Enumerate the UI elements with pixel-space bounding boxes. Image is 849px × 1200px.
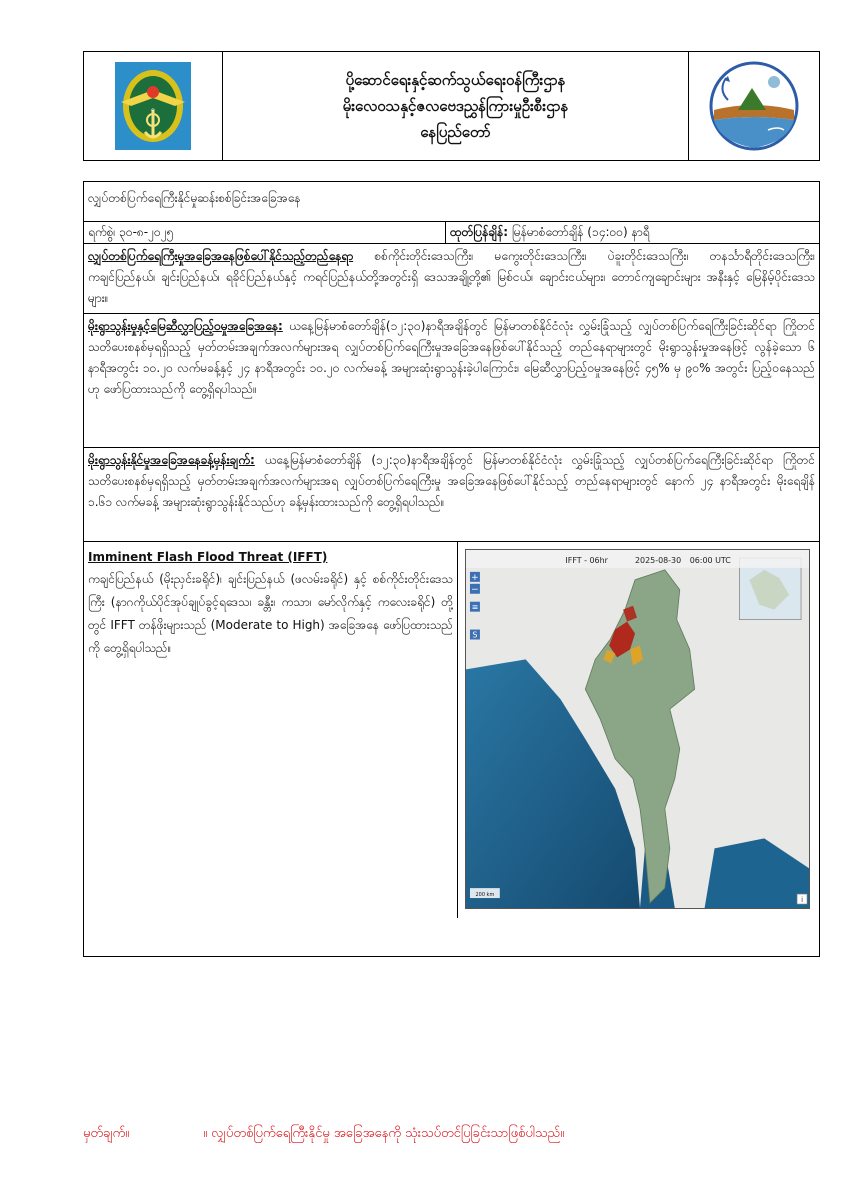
city-name: နေပြည်တော် [420, 123, 491, 141]
map-time: 06:00 UTC [689, 555, 731, 565]
issue-time-value: မြန်မာစံတော်ချိန် (၁၄:၀၀) နာရီ [508, 225, 650, 239]
department-logo-cell [688, 52, 819, 160]
section-forecast [84, 448, 819, 542]
ministry-logo-cell [84, 52, 223, 160]
issue-time-label: ထုတ်ပြန်ချိန်: [450, 225, 509, 239]
issue-time [446, 222, 819, 243]
svg-text:+: + [471, 572, 479, 583]
note-text: ။ လျှပ်တစ်ပြက်ရေကြီးနိုင်မှု အခြေအနေကို သုံးသပ်တင်ပြခြင်းသာဖြစ်ပါသည်။ [203, 1126, 565, 1141]
date-row [84, 222, 819, 244]
section-rainfall-soil [84, 314, 819, 448]
ifft-row [84, 542, 819, 918]
section-locations-text: စစ်ကိုင်းတိုင်းဒေသကြီး၊ မကွေးတိုင်းဒေသကြီး၊ ပဲခူးတိုင်းဒေသကြီး၊ တနင်္သာရီတိုင်းဒေသကြီး၊ ကချင်ပြည်နယ်၊ ချင်းပြည်နယ်၊ ရခိုင်ပြည်နယ်နှင့် ကရင်ပြည်နယ်တို့အတွင်းရှိ ဒေသအချို့တို့၏ မြစ်ငယ်၊ ချောင်းငယ်များ၊ တောင်ကျချောင်းများ အနီးနှင့် မြေနိမ့်ပိုင်းဒေသများ။ [88, 249, 815, 305]
report-table [83, 181, 820, 957]
svg-text:200 km: 200 km [475, 892, 495, 899]
ifft-text: ကချင်ပြည်နယ် (မိုးညှင်းခရိုင်)၊ ချင်းပြည်နယ် (ဖလမ်းခရိုင်) နှင့် စစ်ကိုင်းတိုင်းဒေသကြီး (နာဂကိုယ်ပိုင်အုပ်ချုပ်ခွင့်ရဒေသ၊ ခန္တီး၊ ကသာ၊ မော်လိုက်နှင့် ကလေးခရိုင်) တို့တွင် IFFT တန်ဖိုးများသည် (Moderate to High) အခြေအနေ ဖော်ပြထားသည်ကို တွေ့ရှိရပါသည်။ [88, 572, 453, 655]
svg-text:S: S [472, 630, 478, 640]
ifft-description [84, 542, 458, 918]
svg-text:i: i [801, 896, 804, 905]
ifft-heading: Imminent Flash Flood Threat (IFFT) [88, 550, 328, 564]
svg-text:≡: ≡ [471, 602, 479, 612]
section-rainfall-text: ယနေ့မြန်မာစံတော်ချိန်(၁၂:၃၀)နာရီအချိန်တွင် မြန်မာတစ်နိုင်ငံလုံး လွှမ်းခြုံသည့် လျှပ်တစ်ပြက်ရေကြီးခြင်းဆိုင်ရာ ကြိုတင်သတိပေးစနစ်မှရရှိသည့် မှတ်တမ်းအချက်အလက်များအရ လျှပ်တစ်ပြက်ရေကြီးမှုအခြေအနေဖြစ်ပေါ်နိုင်သည့် တည်နေရာများတွင် မိုးရွာသွန်းမှုအနေဖြင့် လွန်ခဲ့သော ၆ နာရီအတွင်း ၁၀.၂၀ လက်မခန့်နှင့် ၂၄ နာရီအတွင်း ၁၀.၂၀ လက်မခန့် အများဆုံးရွာသွန်းခဲ့ပါကြောင်း၊ မြေဆီလွှာပြည့်ဝမှုအနေဖြင့် ၄၅% မှ ၉၀% အတွင်း ပြည့်ဝနေသည်ဟု ဖော်ပြထားသည်ကို တွေ့ရှိရပါသည်။ [88, 319, 815, 396]
footer-note [83, 1125, 823, 1144]
department-name: မိုးလေဝသနှင့်ဇလဗေဒညွှန်ကြားမှုဦးစီးဌာန [342, 97, 569, 115]
map-date: 2025-08-30 [635, 555, 682, 565]
report-title: လျှပ်တစ်ပြက်ရေကြီးနိုင်မှုဆန်းစစ်ခြင်းအခြေအနေ [84, 182, 819, 222]
ministry-name: ပို့ဆောင်ရေးနှင့်ဆက်သွယ်ရေးဝန်ကြီးဌာန [345, 71, 566, 89]
header-titles [223, 52, 688, 160]
section-rainfall-heading: မိုးရွာသွန်းမှုနှင့်မြေဆီလွှာပြည့်ဝမှုအခြေအနေ: [88, 319, 283, 333]
hydrology-emblem-icon [708, 60, 800, 152]
note-label: မှတ်ချက်။ [83, 1126, 130, 1141]
section-locations-heading: လျှပ်တစ်ပြက်ရေကြီးမှုအခြေအနေဖြစ်ပေါ်နိုင်သည့်တည်နေရာ [88, 249, 354, 263]
report-date: ရက်စွဲ၊ ၃၀-၈-၂၀၂၅ [84, 222, 446, 243]
ifft-map-cell [458, 542, 819, 918]
ministry-emblem-icon [115, 62, 191, 150]
svg-text:−: − [471, 584, 479, 595]
section-forecast-text: ယနေ့မြန်မာစံတော်ချိန် (၁၂:၃၀)နာရီအချိန်တွင် မြန်မာတစ်နိုင်ငံလုံး လွှမ်းခြုံသည့် လျှပ်တစ်ပြက်ရေကြီးခြင်းဆိုင်ရာ ကြိုတင်သတိပေးစနစ်မှရရှိသည့် မှတ်တမ်းအချက်အလက်များအရ လျှပ်တစ်ပြက်ရေကြီးမှု အခြေအနေဖြစ်ပေါ်နိုင်သည့် တည်နေရာများတွင် နောက် ၂၄ နာရီအတွင်း မိုးရေချိန် ၁.၆၁ လက်မခန့် အများဆုံးရွာသွန်းနိုင်သည်ဟု ခန့်မှန်းထားသည်ကို တွေ့ရှိရပါသည်။ [88, 453, 815, 509]
ifft-map[interactable] [465, 549, 810, 909]
section-forecast-heading: မိုးရွာသွန်းနိုင်မှုအခြေအနေခန့်မှန်းချက်: [88, 453, 255, 467]
svg-text:ᨀ: ᨀ [150, 106, 156, 113]
map-label: IFFT - 06hr [565, 555, 608, 565]
header-box [83, 51, 820, 161]
section-locations [84, 244, 819, 314]
